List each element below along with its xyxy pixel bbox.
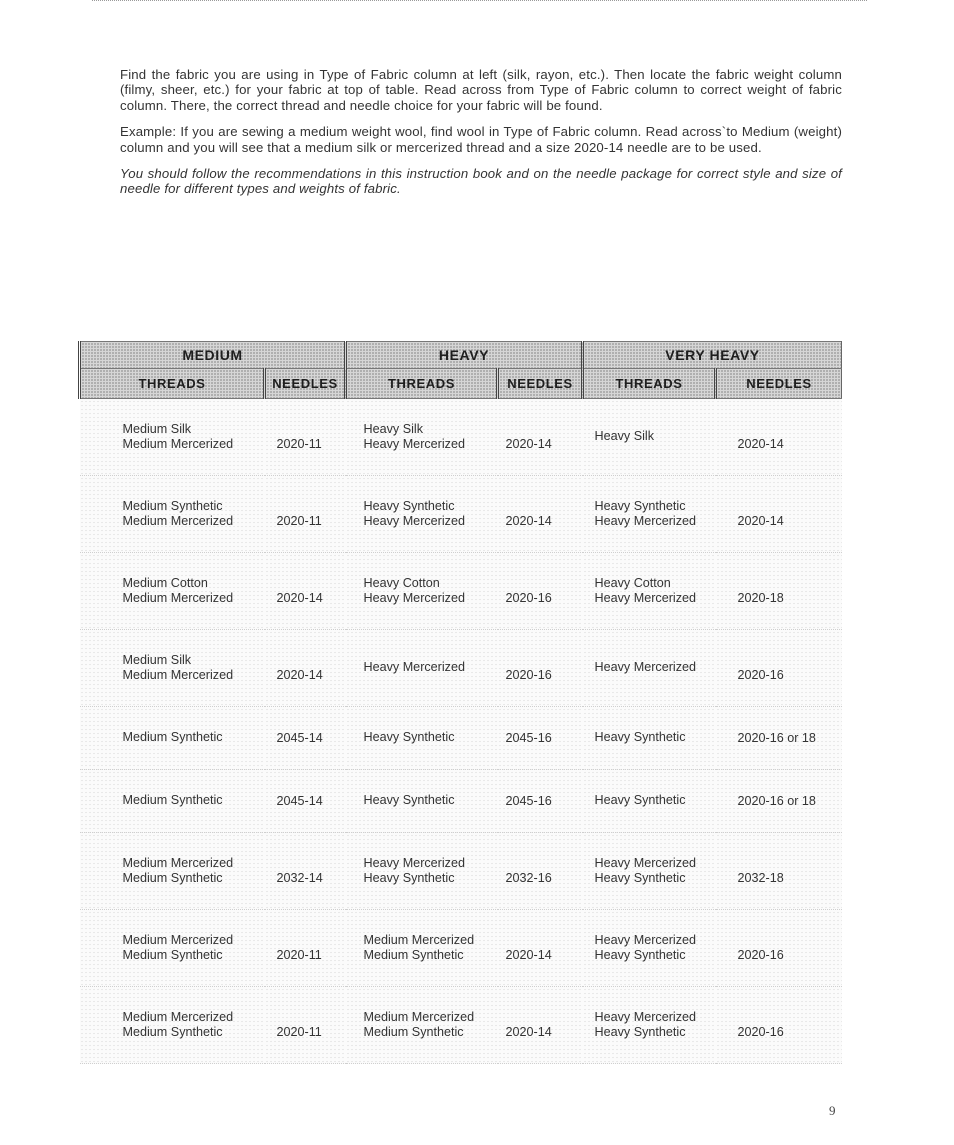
heavy-needles-cell <box>498 707 583 770</box>
thread-name: Heavy Synthetic <box>594 498 686 513</box>
needle-size: 2020-18 <box>737 591 784 605</box>
needle-size: 2020-14 <box>276 668 323 682</box>
needle-size: 2020-16 <box>505 668 552 682</box>
thread-name: Medium Synthetic <box>122 498 223 513</box>
thread-name: Heavy Mercerized <box>594 660 696 675</box>
table-row <box>80 553 842 630</box>
very-heavy-threads-cell <box>583 707 716 770</box>
page-number: 9 <box>829 1103 836 1118</box>
needle-size: 2020-14 <box>737 437 784 451</box>
medium-threads-cell <box>80 630 265 707</box>
thread-name: Medium Mercerized <box>122 932 234 947</box>
thread-name: Medium Synthetic <box>122 871 223 885</box>
table-body <box>80 399 842 1064</box>
needle-size: 2020-16 <box>737 668 784 682</box>
very-heavy-threads-cell <box>583 770 716 833</box>
heavy-needles-cell <box>498 399 583 476</box>
very-heavy-threads-cell <box>583 476 716 553</box>
needle-size: 2020-16 or 18 <box>737 731 816 745</box>
thread-name: Medium Synthetic <box>122 948 223 962</box>
thread-name: Heavy Cotton <box>594 575 671 590</box>
table-row <box>80 987 842 1064</box>
thread-name: Heavy Synthetic <box>594 1025 686 1039</box>
thread-name: Heavy Synthetic <box>594 730 686 745</box>
very-heavy-needles-cell <box>716 630 842 707</box>
medium-needles-cell <box>265 833 346 910</box>
table-row <box>80 399 842 476</box>
thread-name: Medium Cotton <box>122 575 208 590</box>
thread-name: Heavy Synthetic <box>363 498 455 513</box>
thread-name: Medium Synthetic <box>363 1025 464 1039</box>
group-header-very-heavy: VERY HEAVY <box>583 342 842 369</box>
medium-threads-cell <box>80 707 265 770</box>
thread-name: Heavy Mercerized <box>594 932 696 947</box>
thread-name: Heavy Silk <box>594 429 655 444</box>
thread-name: Medium Silk <box>122 421 192 436</box>
medium-needles-cell <box>265 910 346 987</box>
needle-size: 2045-14 <box>276 794 323 808</box>
thread-name: Heavy Mercerized <box>363 437 465 451</box>
thread-name: Medium Silk <box>122 652 192 667</box>
heavy-threads-cell <box>346 707 498 770</box>
group-header-medium: MEDIUM <box>80 342 346 369</box>
very-heavy-threads-cell <box>583 987 716 1064</box>
medium-threads-cell <box>80 987 265 1064</box>
heavy-threads-cell <box>346 987 498 1064</box>
thread-needle-table <box>78 341 842 1064</box>
medium-needles-cell <box>265 553 346 630</box>
medium-threads-cell <box>80 399 265 476</box>
very-heavy-needles-cell <box>716 910 842 987</box>
thread-name: Heavy Mercerized <box>363 855 465 870</box>
heavy-needles-cell <box>498 833 583 910</box>
very-heavy-needles-cell <box>716 987 842 1064</box>
heavy-threads-cell <box>346 630 498 707</box>
heavy-threads-cell <box>346 910 498 987</box>
heavy-threads-cell <box>346 399 498 476</box>
needle-size: 2020-11 <box>276 514 322 528</box>
table-row <box>80 770 842 833</box>
medium-threads-cell <box>80 910 265 987</box>
header-very-heavy-threads: THREADS <box>583 369 716 399</box>
needle-size: 2020-16 <box>505 591 552 605</box>
needle-size: 2020-11 <box>276 948 322 962</box>
table-row <box>80 910 842 987</box>
thread-name: Heavy Mercerized <box>594 855 696 870</box>
needle-size: 2032-18 <box>737 871 784 885</box>
very-heavy-needles-cell <box>716 476 842 553</box>
thread-name: Medium Mercerized <box>122 855 234 870</box>
table-row <box>80 630 842 707</box>
needle-recommendation-note: You should follow the recommendations in this instruction book and on the needle package for correct style and size of needle for different types and weights of fabric. <box>120 166 842 197</box>
very-heavy-threads-cell <box>583 910 716 987</box>
medium-needles-cell <box>265 399 346 476</box>
thread-name: Heavy Synthetic <box>594 871 686 885</box>
thread-name: Medium Synthetic <box>122 730 223 745</box>
needle-size: 2020-14 <box>505 437 552 451</box>
thread-name: Medium Mercerized <box>363 932 475 947</box>
heavy-needles-cell <box>498 553 583 630</box>
thread-name: Heavy Synthetic <box>363 730 455 745</box>
medium-threads-cell <box>80 476 265 553</box>
thread-name: Medium Mercerized <box>122 591 234 605</box>
instruction-paragraph-2: Example: If you are sewing a medium weight wool, find wool in Type of Fabric column. Read across`to Medium (weight) column and you will see that a medium silk or mercerized thread and a size 2020-14 needle are to be used. <box>120 124 842 155</box>
heavy-threads-cell <box>346 833 498 910</box>
very-heavy-needles-cell <box>716 833 842 910</box>
heavy-threads-cell <box>346 553 498 630</box>
instruction-paragraph-1: Find the fabric you are using in Type of Fabric column at left (silk, rayon, etc.). Then locate the fabric weight column (filmy, sheer, etc.) for your fabric at top of table. Read across from Type of Fabric column to correct weight of fabric column. There, the correct thread and needle choice for your fabric will be found. <box>120 67 842 113</box>
thread-name: Heavy Mercerized <box>363 591 465 605</box>
thread-name: Medium Mercerized <box>122 1009 234 1024</box>
needle-size: 2020-11 <box>276 437 322 451</box>
needle-size: 2020-16 or 18 <box>737 794 816 808</box>
header-heavy-threads: THREADS <box>346 369 498 399</box>
heavy-needles-cell <box>498 910 583 987</box>
very-heavy-threads-cell <box>583 833 716 910</box>
header-medium-threads: THREADS <box>80 369 265 399</box>
needle-size: 2020-11 <box>276 1025 322 1039</box>
header-medium-needles: NEEDLES <box>265 369 346 399</box>
thread-name: Heavy Mercerized <box>363 514 465 528</box>
heavy-needles-cell <box>498 630 583 707</box>
header-very-heavy-needles: NEEDLES <box>716 369 842 399</box>
heavy-needles-cell <box>498 770 583 833</box>
group-header-heavy: HEAVY <box>346 342 583 369</box>
medium-needles-cell <box>265 770 346 833</box>
thread-name: Medium Synthetic <box>122 793 223 808</box>
thread-name: Heavy Mercerized <box>594 514 696 528</box>
table-row <box>80 707 842 770</box>
thread-name: Heavy Synthetic <box>594 793 686 808</box>
medium-threads-cell <box>80 553 265 630</box>
needle-size: 2020-16 <box>737 948 784 962</box>
very-heavy-threads-cell <box>583 399 716 476</box>
thread-name: Medium Mercerized <box>122 514 234 528</box>
very-heavy-needles-cell <box>716 707 842 770</box>
thread-name: Medium Mercerized <box>122 437 234 451</box>
heavy-needles-cell <box>498 476 583 553</box>
thread-name: Medium Mercerized <box>122 668 234 682</box>
needle-size: 2032-14 <box>276 871 323 885</box>
needle-size: 2032-16 <box>505 871 552 885</box>
needle-size: 2020-14 <box>737 514 784 528</box>
medium-needles-cell <box>265 987 346 1064</box>
thread-name: Heavy Synthetic <box>363 871 455 885</box>
needle-size: 2045-16 <box>505 794 552 808</box>
medium-needles-cell <box>265 630 346 707</box>
sub-header-row <box>80 369 842 399</box>
thread-name: Medium Synthetic <box>363 948 464 962</box>
thread-name: Heavy Mercerized <box>363 660 465 675</box>
medium-threads-cell <box>80 770 265 833</box>
needle-size: 2020-14 <box>276 591 323 605</box>
header-heavy-needles: NEEDLES <box>498 369 583 399</box>
needle-size: 2020-16 <box>737 1025 784 1039</box>
medium-threads-cell <box>80 833 265 910</box>
heavy-needles-cell <box>498 987 583 1064</box>
very-heavy-needles-cell <box>716 770 842 833</box>
thread-name: Heavy Synthetic <box>363 793 455 808</box>
very-heavy-needles-cell <box>716 553 842 630</box>
thread-name: Heavy Mercerized <box>594 1009 696 1024</box>
medium-needles-cell <box>265 476 346 553</box>
thread-name: Medium Synthetic <box>122 1025 223 1039</box>
table-row <box>80 476 842 553</box>
heavy-threads-cell <box>346 476 498 553</box>
needle-size: 2045-14 <box>276 731 323 745</box>
thread-name: Heavy Synthetic <box>594 948 686 962</box>
very-heavy-threads-cell <box>583 630 716 707</box>
medium-needles-cell <box>265 707 346 770</box>
top-rule <box>92 0 867 2</box>
group-header-row <box>80 342 842 369</box>
heavy-threads-cell <box>346 770 498 833</box>
table-row <box>80 833 842 910</box>
very-heavy-needles-cell <box>716 399 842 476</box>
instructions <box>120 67 842 208</box>
very-heavy-threads-cell <box>583 553 716 630</box>
thread-name: Medium Mercerized <box>363 1009 475 1024</box>
thread-name: Heavy Mercerized <box>594 591 696 605</box>
needle-size: 2020-14 <box>505 514 552 528</box>
thread-name: Heavy Cotton <box>363 575 440 590</box>
needle-size: 2020-14 <box>505 1025 552 1039</box>
thread-name: Heavy Silk <box>363 421 423 436</box>
needle-size: 2020-14 <box>505 948 552 962</box>
needle-size: 2045-16 <box>505 731 552 745</box>
